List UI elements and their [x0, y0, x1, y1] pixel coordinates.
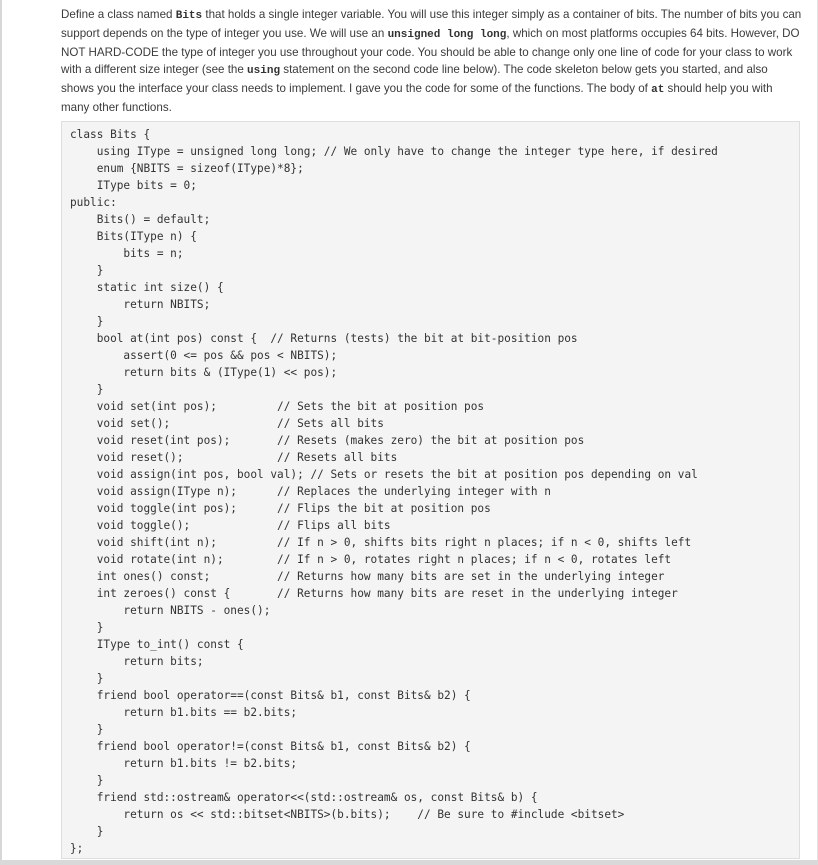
code-line: void rotate(int n); // If n > 0, rotates right n places; if n < 0, rotates left — [70, 553, 672, 566]
code-line: void assign(int pos, bool val); // Sets or resets the bit at position pos depending on val — [70, 468, 698, 481]
code-line: } — [70, 723, 104, 736]
inline-code-ull: unsigned long long — [387, 29, 507, 42]
intro-text-3: , which on most platforms occupies 64 bits. However, DO NOT HARD-CODE the type of integer you use throughout your code. You should be able to change only one line of code for your class to work with a different size integer (see the — [61, 27, 800, 77]
code-line: void set(); // Sets all bits — [70, 417, 384, 430]
code-line: return NBITS - ones(); — [70, 604, 271, 617]
code-line: friend std::ostream& operator<<(std::ostream& os, const Bits& b) { — [70, 791, 538, 804]
code-line: void set(int pos); // Sets the bit at position pos — [70, 400, 485, 413]
inline-code-at: at — [651, 84, 665, 97]
code-block — [61, 121, 800, 859]
code-line: } — [70, 774, 104, 787]
intro-text-1: Define a class named — [61, 8, 176, 21]
code-line: } — [70, 383, 104, 396]
code-line: class Bits { — [70, 128, 151, 141]
code-line: return bits & (IType(1) << pos); — [70, 366, 338, 379]
code-line: public: — [70, 196, 117, 209]
code-line: bits = n; — [70, 247, 184, 260]
code-line: static int size() { — [70, 281, 224, 294]
code-line: IType to_int() const { — [70, 638, 244, 651]
code-line: void toggle(int pos); // Flips the bit at position pos — [70, 502, 491, 515]
code-line: int zeroes() const { // Returns how many bits are reset in the underlying integer — [70, 587, 678, 600]
code-line: return b1.bits != b2.bits; — [70, 757, 298, 770]
code-line: IType bits = 0; — [70, 179, 197, 192]
inline-code-using: using — [247, 65, 281, 78]
code-line: return b1.bits == b2.bits; — [70, 706, 298, 719]
code-line: enum {NBITS = sizeof(IType)*8}; — [70, 162, 304, 175]
code-line: } — [70, 672, 104, 685]
code-line: return os << std::bitset<NBITS>(b.bits); // Be sure to #include <bitset> — [70, 808, 625, 821]
inline-code-bits: Bits — [175, 10, 203, 22]
code-line: assert(0 <= pos && pos < NBITS); — [70, 349, 338, 362]
code-line: return NBITS; — [70, 298, 211, 311]
code-line: friend bool operator!=(const Bits& b1, const Bits& b2) { — [70, 740, 471, 753]
code-line: void reset(); // Resets all bits — [70, 451, 398, 464]
code-line: return bits; — [70, 655, 204, 668]
code-line: friend bool operator==(const Bits& b1, const Bits& b2) { — [70, 689, 471, 702]
intro-text-2: that holds a single integer variable. You will use this integer simply as a container of bits. The number of bits you can support depends on the type of integer you use. We will use an — [61, 8, 802, 41]
code-line: void assign(IType n); // Replaces the underlying integer with n — [70, 485, 551, 498]
code-line: Bits(IType n) { — [70, 230, 197, 243]
code-line: void toggle(); // Flips all bits — [70, 519, 391, 532]
left-border — [0, 0, 2, 865]
intro-paragraph — [61, 6, 803, 117]
bottom-border — [0, 860, 818, 865]
code-line: Bits() = default; — [70, 213, 211, 226]
intro-text-4: statement on the second code line below). The code skeleton below gets you started, and also shows you the interface your class needs to implement. I gave you the code for some of the functions. The body of — [61, 63, 768, 96]
code-line: } — [70, 825, 104, 838]
code-line: bool at(int pos) const { // Returns (tests) the bit at bit-position pos — [70, 332, 578, 345]
intro-text-5: should help you with many other functions. — [61, 82, 773, 115]
code-line: void reset(int pos); // Resets (makes zero) the bit at position pos — [70, 434, 585, 447]
code-line: using IType = unsigned long long; // We only have to change the integer type here, if desired — [70, 145, 718, 158]
code-listing — [70, 126, 718, 857]
code-line: } — [70, 621, 104, 634]
code-line: int ones() const; // Returns how many bits are set in the underlying integer — [70, 570, 665, 583]
code-line: } — [70, 264, 104, 277]
code-line: } — [70, 315, 104, 328]
code-line: void shift(int n); // If n > 0, shifts bits right n places; if n < 0, shifts left — [70, 536, 692, 549]
code-line: }; — [70, 842, 84, 855]
